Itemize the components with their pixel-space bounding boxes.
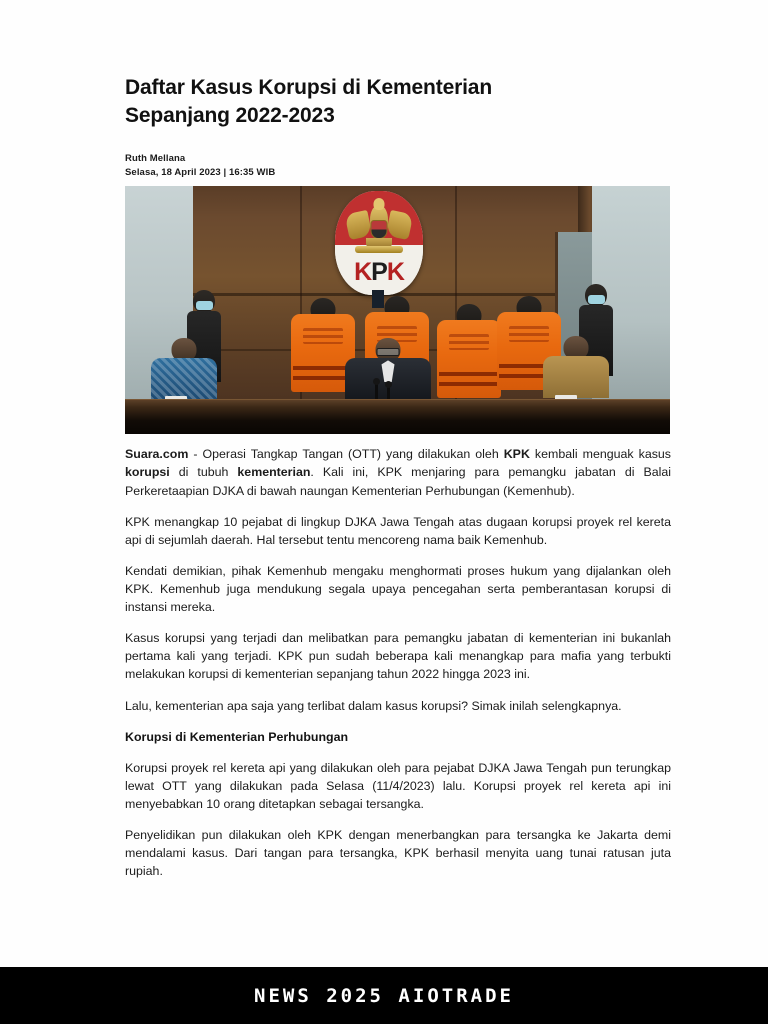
garuda-wing-right (386, 210, 414, 240)
photo-suspect-3 (437, 304, 501, 398)
photo-person-batik-seated (151, 338, 217, 400)
article-body (125, 445, 671, 880)
kpk-letter-k1: K (354, 258, 372, 287)
page-title: Daftar Kasus Korupsi di Kementerian Sepanjang 2022-2023 (125, 76, 493, 127)
suspect-vest-print (449, 334, 489, 350)
paragraph-3: Kendati demikian, pihak Kemenhub mengaku menghormati proses hukum yang dijalankan oleh KPK. Kemenhub juga mendukung segala upaya pencegahan serta pemberantasan korupsi di instansi mereka. (125, 563, 671, 615)
paragraph-5: Lalu, kementerian apa saja yang terlibat dalam kasus korupsi? Simak inilah selengkapnya. (125, 698, 622, 713)
photo-scene (125, 186, 670, 434)
paragraph-7: Penyelidikan pun dilakukan oleh KPK dengan menerbangkan para tersangka ke Jakarta demi mendalami kasus. Dari tangan para tersangka, KPK berhasil menyita uang tunai ratusan juta rupiah. (125, 828, 671, 879)
section-subheading: Korupsi di Kementerian Perhubungan (125, 729, 349, 744)
paragraph-lead: Suara.com - Operasi Tangkap Tangan (OTT) yang dilakukan oleh KPK kembali menguak kasus korupsi di tubuh kementerian. Kali ini, KPK menjaring para pemangku jabatan di Balai Perkeretaapian DJKA di bawah naungan Kementerian Perhubungan (Kemenhub). (125, 447, 672, 498)
garuda-wing-left (345, 210, 373, 240)
kpk-logo-icon (335, 191, 423, 295)
paragraph-2: KPK menangkap 10 pejabat di lingkup DJKA Jawa Tengah atas dugaan korupsi proyek rel kereta api di sejumlah daerah. Hal tersebut tentu mencoreng nama baik Kemenhub. (125, 514, 671, 547)
person-body (543, 356, 609, 398)
byline-dateline: Selasa, 18 April 2023 | 16:35 WIB (125, 166, 276, 178)
article-container (125, 74, 671, 880)
kpk-logo-wordmark (335, 260, 423, 285)
garuda-emblem-icon (348, 200, 410, 258)
kpk-letter-p: P (371, 258, 387, 287)
kpk-letter-k2: K (386, 258, 404, 287)
conference-table (125, 400, 670, 434)
paragraph-6: Korupsi proyek rel kereta api yang dilakukan oleh para pejabat DJKA Jawa Tengah pun terungkap lewat OTT yang dilakukan pada Selasa (11/4/2023) lalu. Korupsi proyek rel kereta api ini menyebabkan 10 orang ditetapkan sebagai tersangka. (125, 760, 671, 812)
face-mask-icon (196, 301, 213, 310)
photo-person-khaki-seated (543, 336, 609, 398)
garuda-shield (371, 220, 388, 239)
suspect-vest-print (303, 328, 343, 344)
footer-watermark: NEWS 2025 AIOTRADE (254, 984, 514, 1007)
byline-author: Ruth Mellana (125, 152, 186, 164)
paragraph-4: Kasus korupsi yang terjadi dan melibatkan para pemangku jabatan di kementerian ini bukanlah pertama kali yang terjadi. KPK pun sudah beberapa kali menangkap para mafia yang terbukti melakukan korupsi di kementerian sepanjang tahun 2022 hingga 2023 ini. (125, 631, 671, 682)
article-photo (125, 186, 670, 434)
garuda-ribbon (355, 246, 403, 253)
byline (125, 152, 671, 180)
glasses-icon (377, 348, 400, 356)
footer-bar (0, 967, 768, 1024)
suspect-vest (437, 320, 501, 398)
person-body (151, 358, 217, 400)
garuda-head (374, 198, 385, 210)
face-mask-icon (588, 295, 605, 304)
